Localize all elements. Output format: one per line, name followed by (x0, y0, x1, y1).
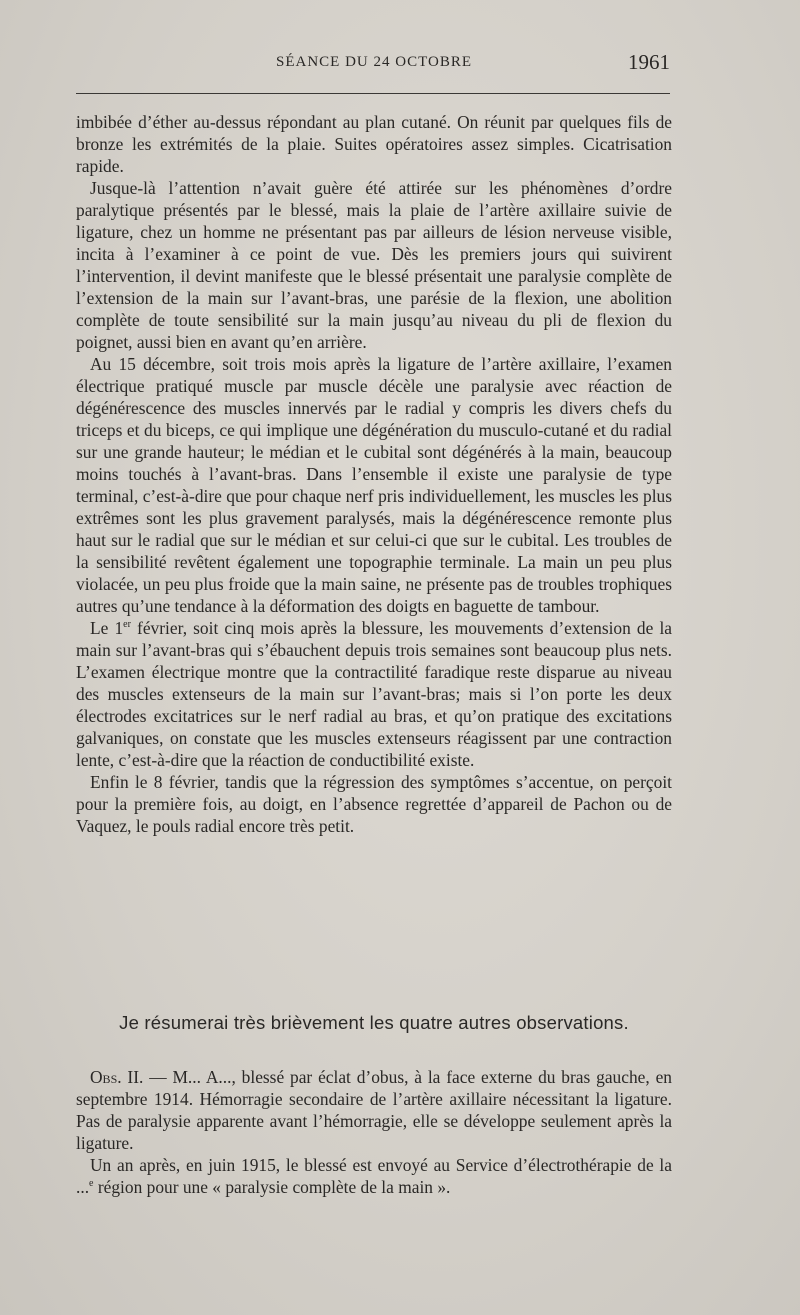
obs-para2-rest: région pour une « paralysie complète de la main ». (93, 1177, 451, 1197)
paragraph-december-exam: Au 15 décembre, soit trois mois après la ligature de l’artère axillaire, l’examen électrique pratiqué muscle par muscle décèle une paralysie avec réaction de dégénérescence des muscles innervés par le radial y compris les divers chefs du triceps et du biceps, ce qui implique une dégénération du musculo-cutané et du radial sur une grande hauteur; le médian et le cubital sont dégénérés à la main, beaucoup moins touchés à l’avant-bras. Dans l’ensemble il existe une paralysie de type terminal, c’est-à-dire que pour chaque nerf pris individuellement, les muscles les plus extrêmes sont les plus gravement paralysés, mais la dégénérescence remonte plus haut sur le radial que sur le médian et sur celui-ci que sur le cubital. Les troubles de la sensibilité revêtent également une topographie terminale. La main un peu plus violacée, un peu plus froide que la main saine, ne présente pas de troubles trophiques autres qu’une tendance à la déformation des doigts en baguette de tambour. (76, 354, 672, 616)
obs-para2-sup: e (89, 1178, 94, 1190)
section-subheading: Je résumerai très brièvement les quatre autres observations. (119, 1012, 629, 1033)
fevrier-sup: er (123, 619, 131, 631)
fevrier-start: Le 1 (90, 618, 124, 638)
obs-paragraph-2 (76, 1154, 672, 1198)
obs-text: — M... A..., blessé par éclat d’obus, à la face externe du bras gauche, en septembre 1914. Hémorragie secondaire de l’artère axillaire nécessitant la ligature. Pas de paralysie apparente avant l’hémorragie, elle se développe seulement après la ligature. (76, 1067, 672, 1153)
page-header (76, 50, 672, 80)
paragraph-february-eighth: Enfin le 8 février, tandis que la régression des symptômes s’accentue, on perçoit pour la première fois, au doigt, en l’absence regrettée d’appareil de Pachon ou de Vaquez, le pouls radial encore très petit. (76, 772, 672, 836)
obs-paragraph-1 (76, 1066, 672, 1154)
observation-two (76, 1066, 672, 1198)
header-rule (76, 93, 670, 94)
paragraph-continuation: imbibée d’éther au-dessus répondant au plan cutané. On réunit par quelques fils de bronze les extrémités de la plaie. Suites opératoires assez simples. Cicatrisation rapide. (76, 112, 672, 176)
paragraph-february-first (76, 617, 672, 771)
page-number: 1961 (628, 50, 670, 74)
paragraph-paralysis: Jusque-là l’attention n’avait guère été attirée sur les phénomènes d’ordre paralytique présentés par le blessé, mais la plaie de l’artère axillaire suivie de ligature, chez un homme ne présentant pas par ailleurs de lésion nerveuse visible, incita à l’examiner à ce point de vue. Dès les premiers jours qui suivirent l’intervention, il devint manifeste que le blessé présentait une paralysie complète de l’extension de la main sur l’avant-bras, une parésie de la flexion, une abolition complète de toute sensibilité sur la main jusqu’au niveau du pli de flexion du poignet, aussi bien en avant qu’en arrière. (76, 178, 672, 352)
obs-label: Obs. II. (90, 1067, 144, 1087)
body-text (76, 111, 672, 837)
running-title: SÉANCE DU 24 OCTOBRE (276, 54, 472, 70)
obs-para2-start: Un an après, en juin 1915, le blessé est envoyé au Service d’électrothérapie de la ... (76, 1155, 672, 1197)
fevrier-rest: février, soit cinq mois après la blessure, les mouvements d’extension de la main sur l’avant-bras qui s’ébauchent depuis trois semaines sont beaucoup plus nets. L’examen électrique montre que la contractilité faradique reste disparue au niveau des muscles extenseurs de la main sur l’avant-bras; mais si l’on porte les deux électrodes excitatrices sur le nerf radial au bras, et qu’on pratique des excitations galvaniques, on constate que les muscles extenseurs réagissent par une contraction lente, c’est-à-dire que la réaction de conductibilité existe. (76, 618, 673, 770)
